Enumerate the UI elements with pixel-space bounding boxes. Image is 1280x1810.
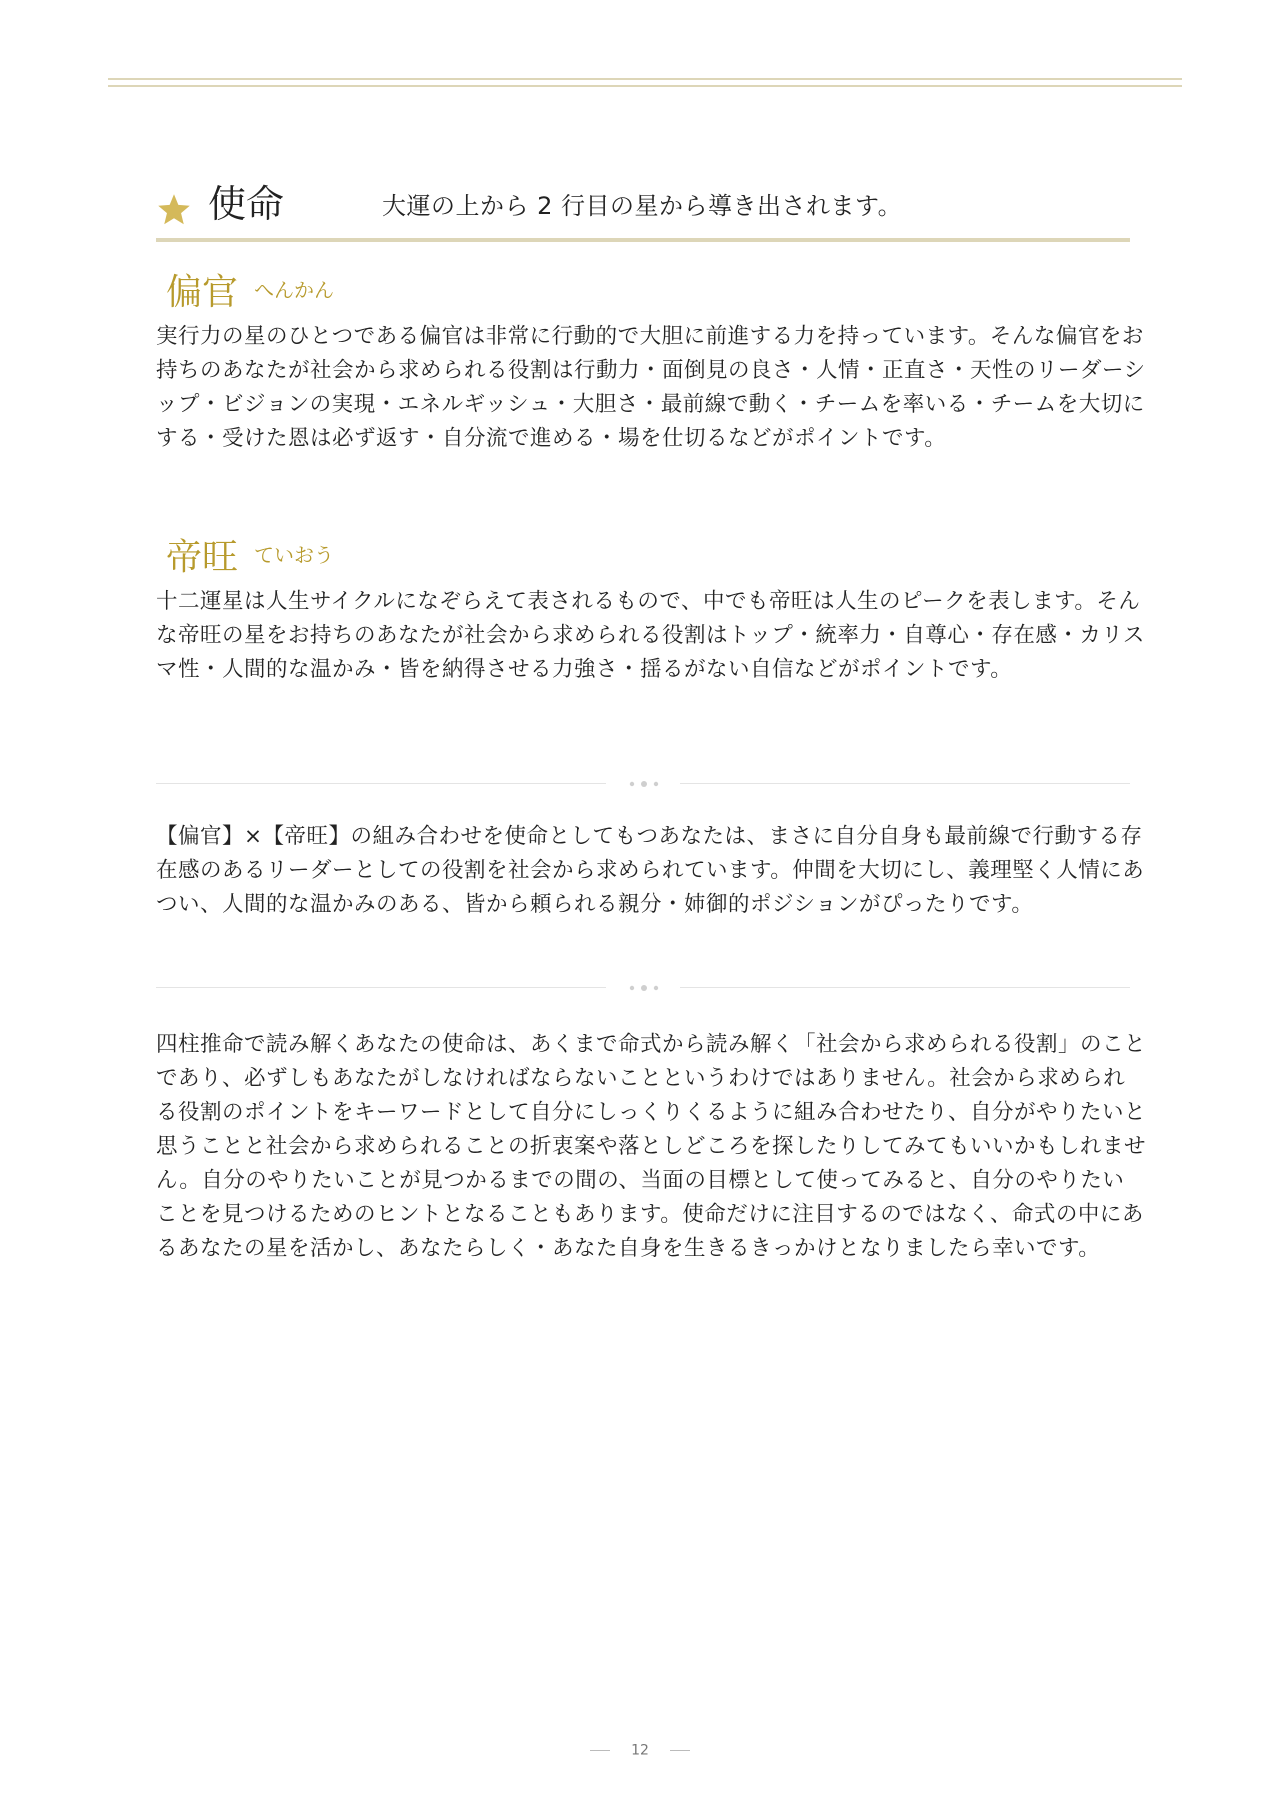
top-rule bbox=[108, 85, 1182, 87]
footer-dash bbox=[590, 1750, 610, 1751]
page-title: 使命 bbox=[208, 182, 285, 226]
page-number: 12 bbox=[631, 1742, 649, 1759]
star-heading-teiou bbox=[166, 535, 334, 581]
star-description: 十二運星は人生サイクルになぞらえて表されるもので、中でも帝旺は人生のピークを表します。そんな帝旺の星をお持ちのあなたが社会から求められる役割はトップ・統率力・自尊心・存在感・カリスマ性・人間的な温かみ・皆を納得させる力強さ・揺るがない自信などがポイントです。 bbox=[156, 589, 1145, 682]
star-heading-henkan bbox=[166, 270, 334, 316]
footer-dash bbox=[670, 1750, 690, 1751]
header-rule bbox=[156, 238, 1130, 242]
star-description: 実行力の星のひとつである偏官は非常に行動的で大胆に前進する力を持っています。そんな偏官をお持ちのあなたが社会から求められる役割は行動力・面倒見の良さ・人情・正直さ・天性のリーダーシップ・ビジョンの実現・エネルギッシュ・大胆さ・最前線で動く・チームを率いる・チームを大切にする・受けた恩は必ず返す・自分流で進める・場を仕切るなどがポイントです。 bbox=[156, 324, 1146, 451]
star-reading: へんかん bbox=[254, 278, 335, 302]
star-icon bbox=[156, 192, 192, 228]
section-header bbox=[156, 180, 1130, 240]
ornament-divider bbox=[156, 778, 1130, 790]
page-subtitle: 大運の上から 2 行目の星から導き出されます。 bbox=[382, 192, 903, 220]
combination-text: 【偏官】×【帝旺】の組み合わせを使命としてもつあなたは、まさに自分自身も最前線で行動する存在感のあるリーダーとしての役割を社会から求められています。仲間を大切にし、義理堅く人情にあつい、人間的な温かみのある、皆から頼られる親分・姉御的ポジションがぴったりです。 bbox=[156, 824, 1145, 917]
note-text: 四柱推命で読み解くあなたの使命は、あくまで命式から読み解く「社会から求められる役割」のことであり、必ずしもあなたがしなければならないことというわけではありません。社会から求められる役割のポイントをキーワードとして自分にしっくりくるように組み合わせたり、自分がやりたいと思うことと社会から求められることの折衷案や落としどころを探したりしてみてもいいかもしれません。自分のやりたいことが見つかるまでの間の、当面の目標として使ってみると、自分のやりたいことを見つけるためのヒントとなることもあります。使命だけに注目するのではなく、命式の中にあるあなたの星を活かし、あなたらしく・あなた自身を生きるきっかけとなりましたら幸いです。 bbox=[156, 1032, 1147, 1261]
dots-icon bbox=[624, 780, 664, 788]
page-footer bbox=[0, 1740, 1280, 1764]
star-name: 帝旺 bbox=[166, 537, 239, 578]
ornament-divider bbox=[156, 982, 1130, 994]
top-rule bbox=[108, 78, 1182, 80]
star-reading: ていおう bbox=[254, 543, 335, 567]
dots-icon bbox=[624, 984, 664, 992]
star-name: 偏官 bbox=[166, 272, 239, 313]
